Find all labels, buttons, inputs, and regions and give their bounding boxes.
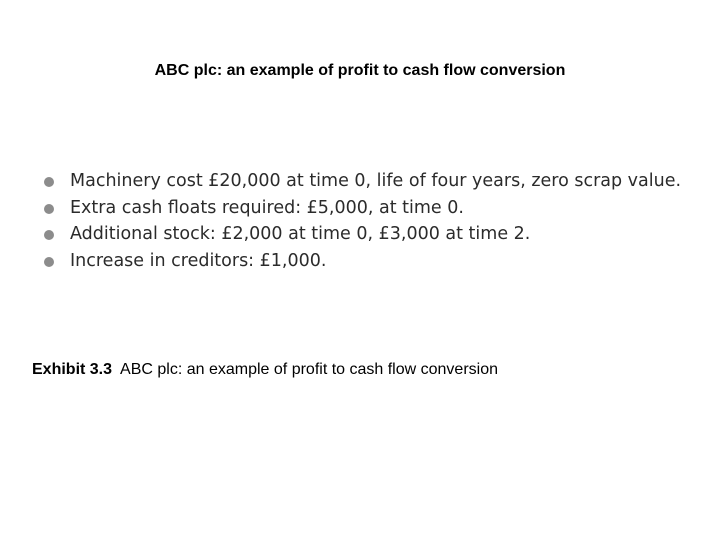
bullet-item xyxy=(44,195,681,222)
bullet-item xyxy=(44,221,681,248)
bullet-dot-icon xyxy=(44,257,54,267)
caption-text: ABC plc: an example of profit to cash flow conversion xyxy=(120,361,499,378)
bullet-text: Extra cash floats required: £5,000, at time 0. xyxy=(70,197,464,218)
bullet-text: Additional stock: £2,000 at time 0, £3,000 at time 2. xyxy=(70,224,531,244)
bullet-list xyxy=(44,168,681,274)
bullet-item xyxy=(44,248,681,275)
slide-title: ABC plc: an example of profit to cash flow conversion xyxy=(154,62,566,79)
bullet-dot-icon xyxy=(44,177,54,187)
caption-label: Exhibit 3.3 xyxy=(32,361,113,378)
bullet-text: Increase in creditors: £1,000. xyxy=(70,250,327,271)
bullet-text: Machinery cost £20,000 at time 0, life of four years, zero scrap value. xyxy=(70,171,682,191)
bullet-dot-icon xyxy=(44,230,54,240)
bullet-dot-icon xyxy=(44,204,54,214)
bullet-item xyxy=(44,168,681,195)
exhibit-caption xyxy=(32,360,498,380)
